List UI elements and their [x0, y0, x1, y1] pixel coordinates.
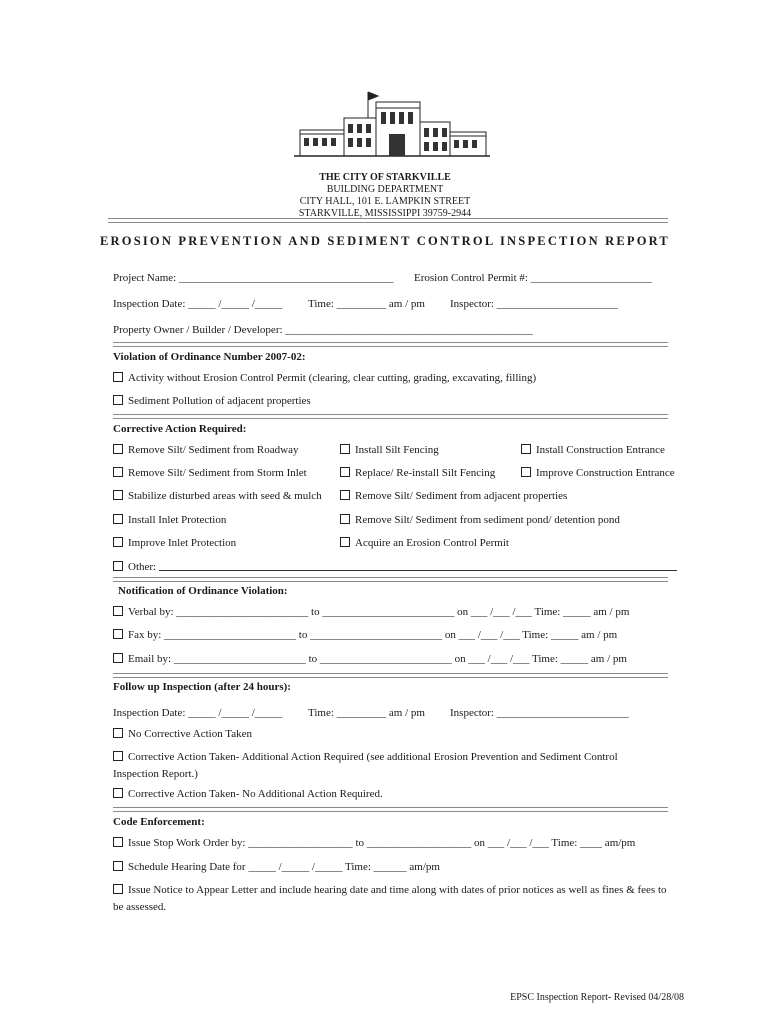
- corrective-heading: Corrective Action Required:: [113, 423, 247, 435]
- followup-item[interactable]: No Corrective Action Taken: [113, 727, 252, 741]
- inspector-field[interactable]: Inspector: ______________________: [450, 298, 618, 310]
- corrective-item[interactable]: Improve Inlet Protection: [113, 536, 236, 550]
- checkbox-icon[interactable]: [521, 467, 531, 477]
- corrective-item[interactable]: Improve Construction Entrance: [521, 466, 675, 480]
- department-name: BUILDING DEPARTMENT: [326, 184, 444, 195]
- address-line-2: STARKVILLE, MISSISSIPPI 39759-2944: [298, 208, 472, 219]
- checkbox-icon[interactable]: [113, 467, 123, 477]
- section-divider: [113, 807, 668, 812]
- violation-item[interactable]: Sediment Pollution of adjacent properties: [113, 394, 311, 408]
- checkbox-icon[interactable]: [340, 514, 350, 524]
- inspection-time-field[interactable]: Time: _________ am / pm: [308, 298, 425, 310]
- corrective-item[interactable]: Remove Silt/ Sediment from adjacent properties: [340, 489, 567, 503]
- checkbox-icon[interactable]: [113, 751, 123, 761]
- project-name-field[interactable]: Project Name: _______________________________________: [113, 272, 394, 284]
- corrective-item[interactable]: Install Inlet Protection: [113, 513, 226, 527]
- checkbox-icon[interactable]: [113, 861, 123, 871]
- checkbox-icon[interactable]: [340, 490, 350, 500]
- enforcement-heading: Code Enforcement:: [113, 816, 205, 828]
- followup-item[interactable]: Corrective Action Taken- No Additional Action Required.: [113, 787, 383, 801]
- violation-item[interactable]: Activity without Erosion Control Permit (clearing, clear cutting, grading, excavating, filling): [113, 371, 536, 385]
- checkbox-icon[interactable]: [113, 788, 123, 798]
- corrective-item[interactable]: Remove Silt/ Sediment from Roadway: [113, 443, 298, 457]
- notification-row[interactable]: Fax by: ________________________ to ________________________ on ___ /___ /___ Time: _____ am / pm: [113, 628, 617, 642]
- checkbox-icon[interactable]: [113, 395, 123, 405]
- section-divider: [113, 673, 668, 678]
- section-divider: [113, 577, 668, 582]
- checkbox-icon[interactable]: [113, 490, 123, 500]
- notification-heading: Notification of Ordinance Violation:: [118, 585, 288, 597]
- other-input-line[interactable]: [159, 560, 677, 571]
- checkbox-icon[interactable]: [113, 653, 123, 663]
- section-divider: [113, 414, 668, 419]
- corrective-other-item[interactable]: Other:: [113, 560, 677, 574]
- inspection-date-field[interactable]: Inspection Date: _____ /_____ /_____: [113, 298, 283, 310]
- enforcement-item-continued: be assessed.: [113, 901, 167, 913]
- corrective-item[interactable]: Stabilize disturbed areas with seed & mulch: [113, 489, 322, 503]
- owner-field[interactable]: Property Owner / Builder / Developer: _____________________________________________: [113, 324, 533, 336]
- checkbox-icon[interactable]: [113, 629, 123, 639]
- notification-row[interactable]: Verbal by: ________________________ to ________________________ on ___ /___ /___ Time: _____ am / pm: [113, 605, 629, 619]
- checkbox-icon[interactable]: [340, 444, 350, 454]
- checkbox-icon[interactable]: [340, 467, 350, 477]
- header-divider: [108, 218, 668, 223]
- corrective-item[interactable]: Install Construction Entrance: [521, 443, 665, 457]
- followup-heading: Follow up Inspection (after 24 hours):: [113, 681, 291, 693]
- checkbox-icon[interactable]: [113, 606, 123, 616]
- followup-time-field[interactable]: Time: _________ am / pm: [308, 707, 425, 719]
- enforcement-item[interactable]: Issue Notice to Appear Letter and include hearing date and time along with dates of prior notices as well as fines & fees to: [113, 883, 667, 897]
- checkbox-icon[interactable]: [113, 837, 123, 847]
- corrective-item[interactable]: Replace/ Re-install Silt Fencing: [340, 466, 495, 480]
- enforcement-item[interactable]: Schedule Hearing Date for _____ /_____ /_____ Time: ______ am/pm: [113, 860, 440, 874]
- notification-row[interactable]: Email by: ________________________ to ________________________ on ___ /___ /___ Time: _____ am / pm: [113, 652, 627, 666]
- permit-number-field[interactable]: Erosion Control Permit #: ______________________: [414, 272, 652, 284]
- city-name: THE CITY OF STARKVILLE: [319, 172, 451, 183]
- city-hall-building-icon: [292, 88, 492, 166]
- footer-revision: EPSC Inspection Report- Revised 04/28/08: [510, 992, 684, 1003]
- section-divider: [113, 342, 668, 347]
- checkbox-icon[interactable]: [113, 444, 123, 454]
- corrective-item[interactable]: Remove Silt/ Sediment from Storm Inlet: [113, 466, 307, 480]
- page-title: EROSION PREVENTION AND SEDIMENT CONTROL INSPECTION REPORT: [100, 234, 670, 248]
- corrective-item[interactable]: Remove Silt/ Sediment from sediment pond/ detention pond: [340, 513, 620, 527]
- enforcement-item[interactable]: Issue Stop Work Order by: ___________________ to ___________________ on ___ /___ /___ Time: ____ am/pm: [113, 836, 635, 850]
- followup-inspector-field[interactable]: Inspector: ________________________: [450, 707, 629, 719]
- violation-heading: Violation of Ordinance Number 2007-02:: [113, 351, 306, 363]
- followup-date-field[interactable]: Inspection Date: _____ /_____ /_____: [113, 707, 283, 719]
- checkbox-icon[interactable]: [521, 444, 531, 454]
- checkbox-icon[interactable]: [113, 537, 123, 547]
- corrective-item[interactable]: Acquire an Erosion Control Permit: [340, 536, 509, 550]
- checkbox-icon[interactable]: [113, 561, 123, 571]
- checkbox-icon[interactable]: [113, 728, 123, 738]
- corrective-item[interactable]: Install Silt Fencing: [340, 443, 439, 457]
- checkbox-icon[interactable]: [113, 372, 123, 382]
- address-line-1: CITY HALL, 101 E. LAMPKIN STREET: [299, 196, 471, 207]
- followup-item-continued: Inspection Report.): [113, 768, 198, 780]
- followup-item[interactable]: Corrective Action Taken- Additional Action Required (see additional Erosion Prevention and Sediment Control: [113, 750, 618, 764]
- checkbox-icon[interactable]: [113, 884, 123, 894]
- checkbox-icon[interactable]: [113, 514, 123, 524]
- checkbox-icon[interactable]: [340, 537, 350, 547]
